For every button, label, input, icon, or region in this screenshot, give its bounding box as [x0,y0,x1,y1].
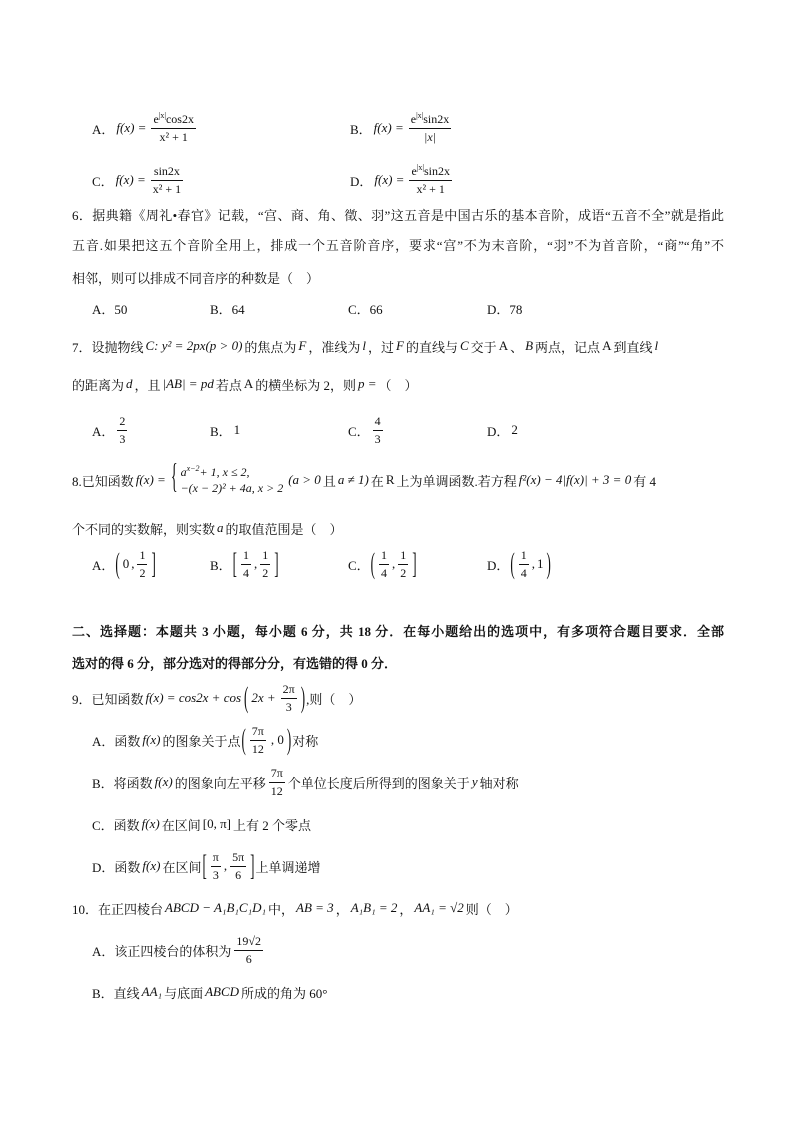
condition-part: (a > 0 [288,472,321,487]
exponent: |x| [416,162,424,172]
edge-length: A₁B₁ = 2 [350,900,398,915]
close-bracket: ] [412,545,417,581]
option-text: B．将函数 [92,775,153,791]
q6-stem-line-2: 五音.如果把这五个音阶全用上，排成一个五音阶音序，要求“宫”不为末音阶，“羽”不为首音阶，“商”“角”不 [72,238,724,253]
edge-length: AA₁ = √2 [414,900,464,915]
function-name: f(x) [141,816,160,831]
denominator: 2 [139,565,146,580]
stem-text: 有 4 [633,473,656,489]
q9-option-a [92,720,318,760]
stem-text: 10．在正四棱台 [72,901,164,917]
numerator [409,112,452,128]
numerator: 2π [282,681,295,696]
stem-text: 9．已知函数 [72,691,144,707]
function-name: f(x) [142,858,161,873]
stem-text: ，过 [368,339,395,355]
separator: , [223,858,228,873]
math-symbol: C [460,338,469,353]
denominator: |x| [409,128,452,145]
option-text: 所成的角为 60° [241,985,328,1001]
q7-option-c [348,410,386,450]
close-bracket: ] [274,545,279,581]
left-brace: { [170,460,178,498]
numerator: 19√2 [236,933,261,948]
option-label: B． [350,121,372,137]
equation: f²(x) − 4|f(x)| + 3 = 0 [518,472,632,487]
denominator: x² + 1 [151,128,196,145]
stem-text: 且 [322,473,336,489]
case-1 [181,464,284,480]
stem-text: 的焦点为 [244,339,297,355]
q10-option-a [92,930,266,970]
inner-expression: 2x + [251,690,276,705]
math-symbol: A [602,338,612,353]
denominator: 3 [211,866,221,883]
stem-text: 若点 [215,377,242,393]
math-symbol: l [362,338,367,353]
condition-part: a ≠ 1) [337,472,369,487]
stem-text: 、 [510,339,524,355]
open-bracket: ( [510,545,515,581]
option-label: C． [92,173,114,189]
math-symbol: F [396,338,404,353]
q10-option-b [92,972,328,1012]
denominator: x² + 1 [152,181,182,196]
q5-option-d [350,160,455,200]
section-2-instructions-line-1: 二、选择题：本题共 3 小题，每小题 6 分，共 18 分．在每小题给出的选项中，有多项符合题目要求．全部 [72,624,724,639]
q8-option-a [92,544,157,584]
fraction [409,112,452,145]
q9-option-c [92,804,311,844]
option-label: A． [92,423,115,439]
denominator: 6 [230,866,246,883]
math-expression: p = [358,376,377,391]
answer-blank: （ ） [378,377,418,393]
interval: [0, π] [202,816,231,831]
denominator: 3 [281,698,297,715]
open-bracket: [ [202,847,207,883]
answer-blank: 则（ ） [465,901,518,917]
q8-option-b [210,544,280,584]
q5-option-a [92,108,199,148]
exp-base: e [153,111,159,126]
plane-name: ABCD [205,984,240,999]
math-symbol: d [126,376,133,391]
function-name: f(x) [154,774,173,789]
option-text: B．直线 [92,985,140,1001]
q5-option-c [92,160,186,200]
fraction [117,414,127,447]
math-symbol: A [243,376,254,391]
stem-text: 8.已知函数 [72,473,134,489]
math-symbol: A [498,338,509,353]
option-text: D．函数 [92,859,141,875]
separator: , [531,556,535,571]
denominator: 4 [520,565,527,580]
option-label: A． [92,557,115,573]
point-y-coordinate: , 0 [270,732,284,747]
option-label: D． [350,173,373,189]
denominator: 4 [381,565,388,580]
numerator: 1 [400,547,407,562]
fraction [230,850,246,883]
open-bracket: [ [232,545,238,581]
stem-text: 的距离为 [72,377,125,393]
numerator: 5π [232,849,245,864]
q7-stem-line-2 [72,364,418,404]
option-value: 1 [233,422,241,437]
option-text: 在区间 [161,817,201,833]
option-text: 的图象关于点 [162,733,241,749]
exp-base: a [180,465,187,479]
numerator-rest: sin2x [423,111,450,126]
fraction [151,164,183,197]
exponent: x−2 [186,464,200,473]
fraction [379,548,389,581]
interval-right: 1 [536,556,544,571]
option-text: 上单调递增 [255,859,321,875]
fraction [373,414,383,447]
function-name: f(x) [142,732,161,747]
numerator: 1 [262,547,269,562]
open-bracket: ( [115,545,120,581]
numerator: 7π [270,765,283,780]
numerator-rest: cos2x [165,111,194,126]
q7-option-d [487,410,520,450]
option-label: C． [348,557,370,573]
q6-option-c: C．66 [348,301,383,317]
fraction [137,548,147,581]
exp-base: e [410,111,417,126]
numerator: 1 [243,547,250,562]
real-set-symbol: R [385,472,395,487]
open-bracket: ( [370,545,376,581]
fraction [269,766,285,799]
q6-option-d: D．78 [487,301,523,317]
close-paren: ) [300,679,306,715]
stem-text: ， [399,901,413,917]
function-lhs: f(x) = [135,472,166,487]
numerator [151,112,196,128]
close-bracket: ] [151,545,156,581]
q7-option-a [92,410,130,450]
q5-option-b [350,108,454,148]
q9-option-b [92,762,519,802]
stem-text: 7．设抛物线 [72,339,144,355]
q7-stem-line-1 [72,326,660,366]
option-label: D． [487,423,510,439]
close-bracket: ] [250,847,255,883]
numerator: sin2x [153,163,180,178]
fraction [281,682,297,715]
numerator: 1 [381,547,388,562]
interval-left: 0 [122,556,130,571]
stem-text: 的取值范围是（ ） [225,521,343,537]
denominator: 4 [243,565,250,580]
stem-text: 两点，记点 [535,339,601,355]
function-lhs: f(x) = [374,172,405,187]
frustum-name: ABCD − A₁B₁C₁D₁ [165,900,267,915]
math-symbol: B [525,338,534,353]
fraction [409,164,452,197]
fraction [250,724,266,757]
fraction [241,548,251,581]
separator: , [131,556,135,571]
numerator: 2 [119,413,126,428]
stem-text: 中， [268,901,295,917]
stem-text: ， [335,901,349,917]
axis-symbol: y [471,774,478,789]
separator: , [254,556,258,571]
answer-blank: ,则（ ） [306,691,362,707]
stem-text: 的横坐标为 2，则 [255,377,357,393]
close-bracket: ) [546,545,551,581]
function-lhs: f(x) = [373,120,404,135]
denominator: 3 [374,431,381,446]
exponent: |x| [416,110,424,120]
option-label: A． [92,121,115,137]
stem-text: 上为单调函数.若方程 [396,473,517,489]
fraction [519,548,529,581]
open-paren: ( [241,721,246,757]
numerator-rest: sin2x [423,163,450,178]
denominator: 6 [234,950,263,967]
numerator [409,164,452,180]
exp-base: e [411,163,417,178]
fraction [260,548,270,581]
function-expression: f(x) = cos2x + cos [145,690,242,705]
numerator: π [212,849,219,864]
q6-stem-line-3: 相邻，则可以排成不同音序的种数是（ ） [72,270,320,286]
option-text: A．该正四棱台的体积为 [92,943,232,959]
denominator: 3 [119,431,126,446]
option-text: 个单位长度后所得到的图象关于 [287,775,470,791]
case-1-rest: + 1, x ≤ 2, [199,465,250,479]
fraction [151,112,196,145]
denominator: x² + 1 [409,180,452,197]
option-text: 在区间 [162,859,202,875]
option-label: B． [210,423,232,439]
q6-option-a: A．50 [92,301,128,317]
piecewise-cases [181,464,284,496]
open-paren: ( [244,679,249,715]
exponent: |x| [158,110,166,120]
q8-stem-line-2 [72,508,343,548]
numerator: 1 [139,547,146,562]
option-text: 轴对称 [479,775,519,791]
case-2: −(x − 2)² + 4a, x > 2 [180,481,284,495]
denominator: 2 [262,565,269,580]
stem-text: ，准线为 [308,339,361,355]
stem-text: 的直线与 [405,339,458,355]
close-paren: ) [286,721,292,757]
option-text: 与底面 [164,985,204,1001]
stem-text: ，且 [134,377,161,393]
parabola-equation: C: y² = 2px(p > 0) [145,338,243,353]
option-value: 2 [511,422,518,437]
q6-option-b: B．64 [210,301,245,317]
q9-stem [72,678,361,718]
stem-text: 在 [370,473,384,489]
option-text: 的图象向左平移 [174,775,266,791]
numerator: 4 [374,413,381,428]
option-text: 上有 2 个零点 [232,817,311,833]
option-label: B． [210,557,232,573]
edge-length: AB = 3 [296,900,334,915]
option-text: A．函数 [92,733,141,749]
section-2-instructions-line-2: 选对的得 6 分，部分选对的得部分分，有选错的得 0 分． [72,655,398,671]
option-text: 对称 [292,733,319,749]
math-symbol: l [654,338,659,353]
line-name: AA₁ [141,984,163,999]
q8-option-c [348,544,418,584]
q9-option-d [92,846,321,886]
q10-stem [72,888,518,928]
stem-text: 交于 [470,339,497,355]
numerator: 7π [251,723,264,738]
math-symbol: F [298,338,307,353]
function-lhs: f(x) = [116,120,147,135]
option-text: C．函数 [92,817,140,833]
numerator: 1 [520,547,527,562]
math-expression: |AB| = pd [162,376,214,391]
math-symbol: a [217,520,224,535]
q7-option-b [210,410,242,450]
stem-text: 个不同的实数解，则实数 [72,521,216,537]
denominator: 2 [400,565,407,580]
fraction [234,934,263,967]
option-label: C． [348,423,370,439]
function-lhs: f(x) = [115,172,146,187]
q6-stem-line-1: 6．据典籍《周礼•春官》记载，“宫、商、角、徵、羽”这五音是中国古乐的基本音阶，成语“五音不全”就是指此 [72,208,724,223]
q8-stem-line-1 [72,460,656,500]
denominator: 12 [269,782,285,799]
q8-option-d [487,544,552,584]
denominator: 12 [250,740,266,757]
option-label: D． [487,557,510,573]
fraction [211,850,221,883]
fraction [398,548,408,581]
stem-text: 到直线 [613,339,653,355]
separator: , [392,556,396,571]
